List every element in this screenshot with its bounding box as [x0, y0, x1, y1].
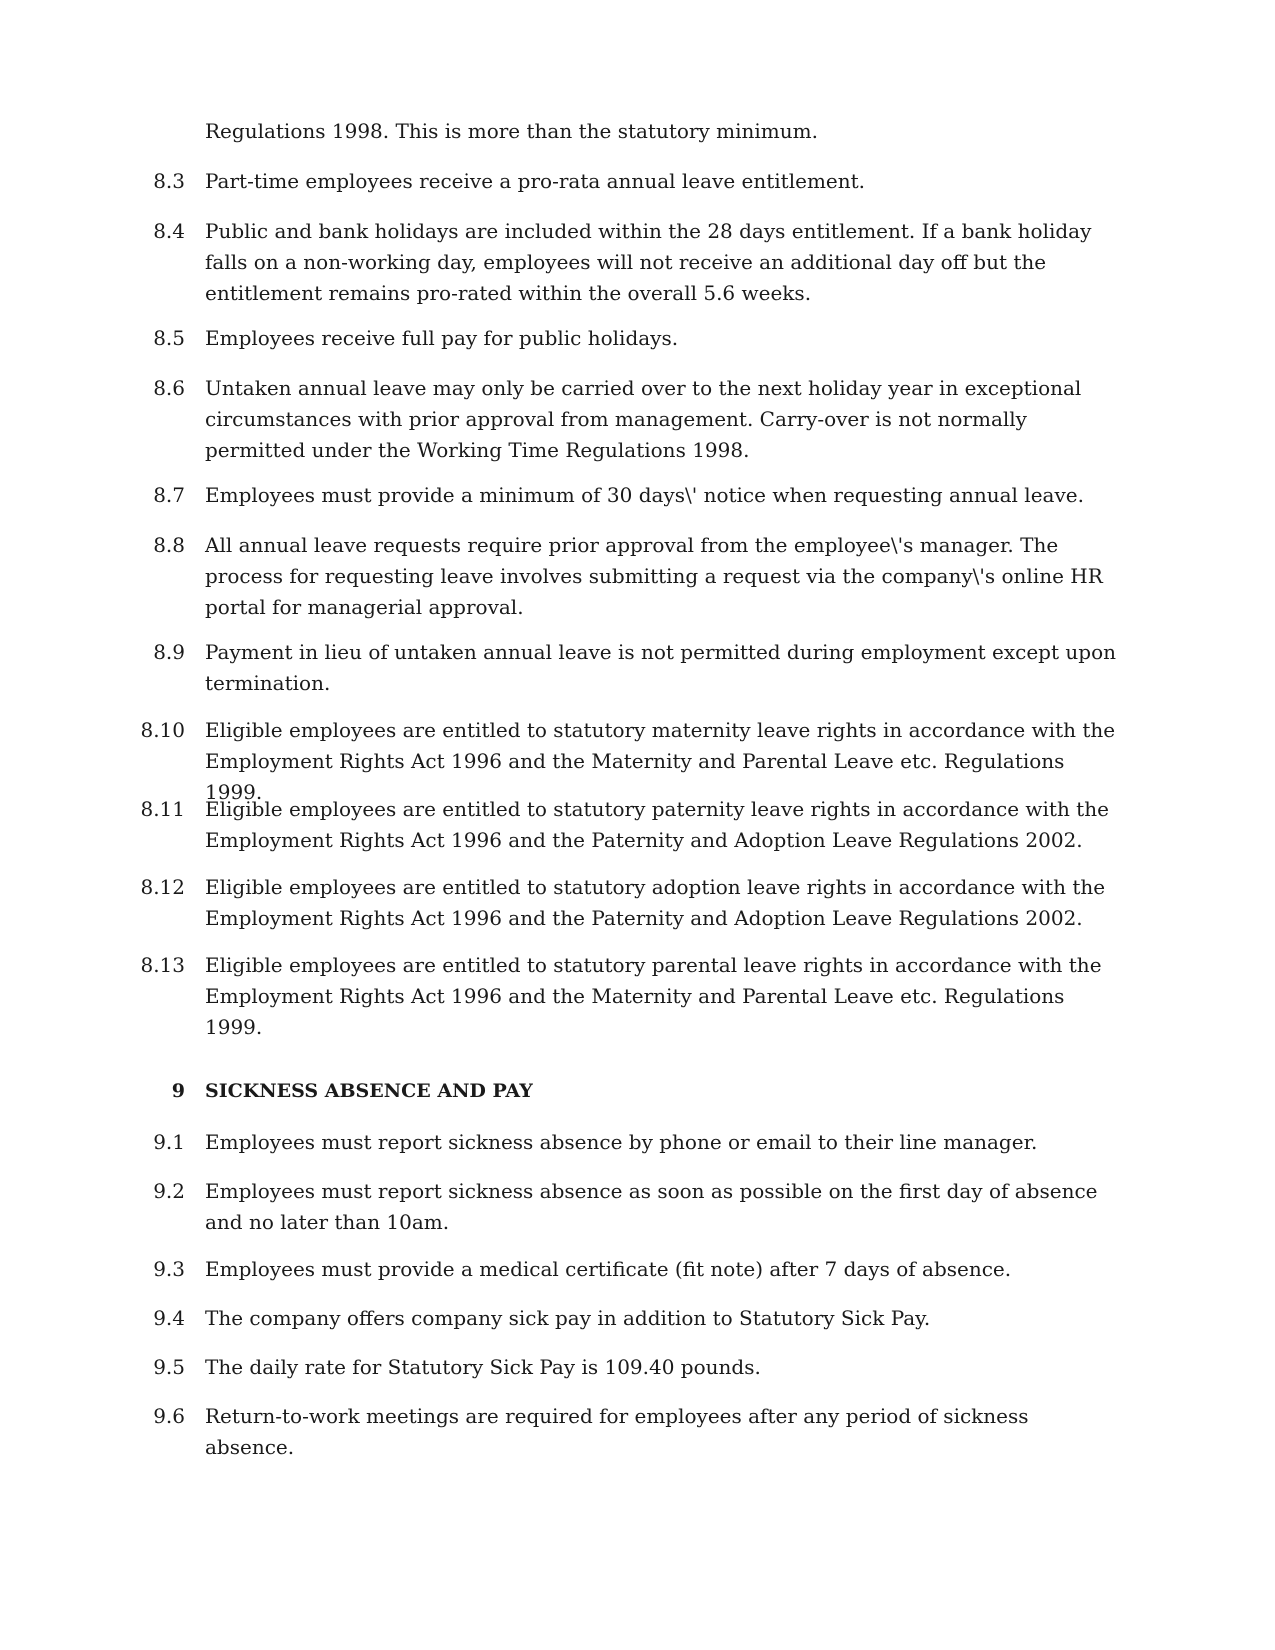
clause-number: 8.10 [140, 718, 185, 742]
clause-number: 8.13 [140, 953, 185, 977]
clause-number: 8.5 [153, 326, 185, 350]
clause-number: 8.3 [153, 169, 185, 193]
clause-text: Eligible employees are entitled to statutory paternity leave rights in accordance with the Employment Rights Act 1996 and the Paternity and Adoption Leave Regulations 2002. [205, 797, 1109, 852]
clause-number: 8.7 [153, 483, 185, 507]
clause-number: 8.11 [140, 797, 185, 821]
clause-text: The daily rate for Statutory Sick Pay is 109.40 pounds. [205, 1355, 761, 1379]
clause-text: All annual leave requests require prior approval from the employee\'s manager. The process for requesting leave involves submitting a request via the company\'s online HR portal for managerial approval. [205, 533, 1103, 619]
clause-number: 8.12 [140, 875, 185, 899]
clause-number: 9.4 [153, 1306, 185, 1330]
clause-text: Eligible employees are entitled to statutory parental leave rights in accordance with the Employment Rights Act 1996 and the Maternity and Parental Leave etc. Regulations 1999. [205, 953, 1102, 1039]
clause-text: The company offers company sick pay in addition to Statutory Sick Pay. [205, 1306, 931, 1330]
clause-text: Eligible employees are entitled to statutory maternity leave rights in accordance with the Employment Rights Act 1996 and the Maternity and Parental Leave etc. Regulations 1999. [205, 718, 1116, 804]
clause-text: Eligible employees are entitled to statutory adoption leave rights in accordance with the Employment Rights Act 1996 and the Paternity and Adoption Leave Regulations 2002. [205, 875, 1106, 930]
clause-number: 8.6 [153, 376, 185, 400]
clause-number: 8.9 [153, 640, 185, 664]
continuation-paragraph: Regulations 1998. This is more than the statutory minimum. [205, 119, 818, 143]
clause-number: 9.6 [153, 1404, 185, 1428]
clause-text: Employees must provide a minimum of 30 days\' notice when requesting annual leave. [205, 483, 1084, 507]
section-number: 9 [171, 1080, 185, 1102]
clause-text: Part-time employees receive a pro-rata annual leave entitlement. [205, 169, 866, 193]
clause-number: 9.2 [153, 1179, 185, 1203]
clause-number: 8.4 [153, 219, 185, 243]
clause-text: Employees must report sickness absence by phone or email to their line manager. [205, 1130, 1038, 1154]
section-title: SICKNESS ABSENCE AND PAY [205, 1080, 533, 1102]
clause-number: 9.3 [153, 1257, 185, 1281]
clause-number: 9.1 [153, 1130, 185, 1154]
clause-text: Public and bank holidays are included within the 28 days entitlement. If a bank holiday falls on a non-working day, employees will not receive an additional day off but the entitlement remains pro-rated within the overall 5.6 weeks. [205, 219, 1092, 305]
clause-text: Employees must provide a medical certificate (fit note) after 7 days of absence. [205, 1257, 1012, 1281]
clause-text: Return-to-work meetings are required for employees after any period of sickness absence. [205, 1404, 1029, 1459]
clause-number: 9.5 [153, 1355, 185, 1379]
clause-text: Untaken annual leave may only be carried over to the next holiday year in exceptional circumstances with prior approval from management. Carry-over is not normally permitted under the Working Time Regulations 1998. [205, 376, 1082, 462]
clause-number: 8.8 [153, 533, 185, 557]
clause-text: Employees must report sickness absence as soon as possible on the first day of absence and no later than 10am. [205, 1179, 1098, 1234]
clause-text: Employees receive full pay for public holidays. [205, 326, 679, 350]
clause-text: Payment in lieu of untaken annual leave is not permitted during employment except upon termination. [205, 640, 1116, 695]
